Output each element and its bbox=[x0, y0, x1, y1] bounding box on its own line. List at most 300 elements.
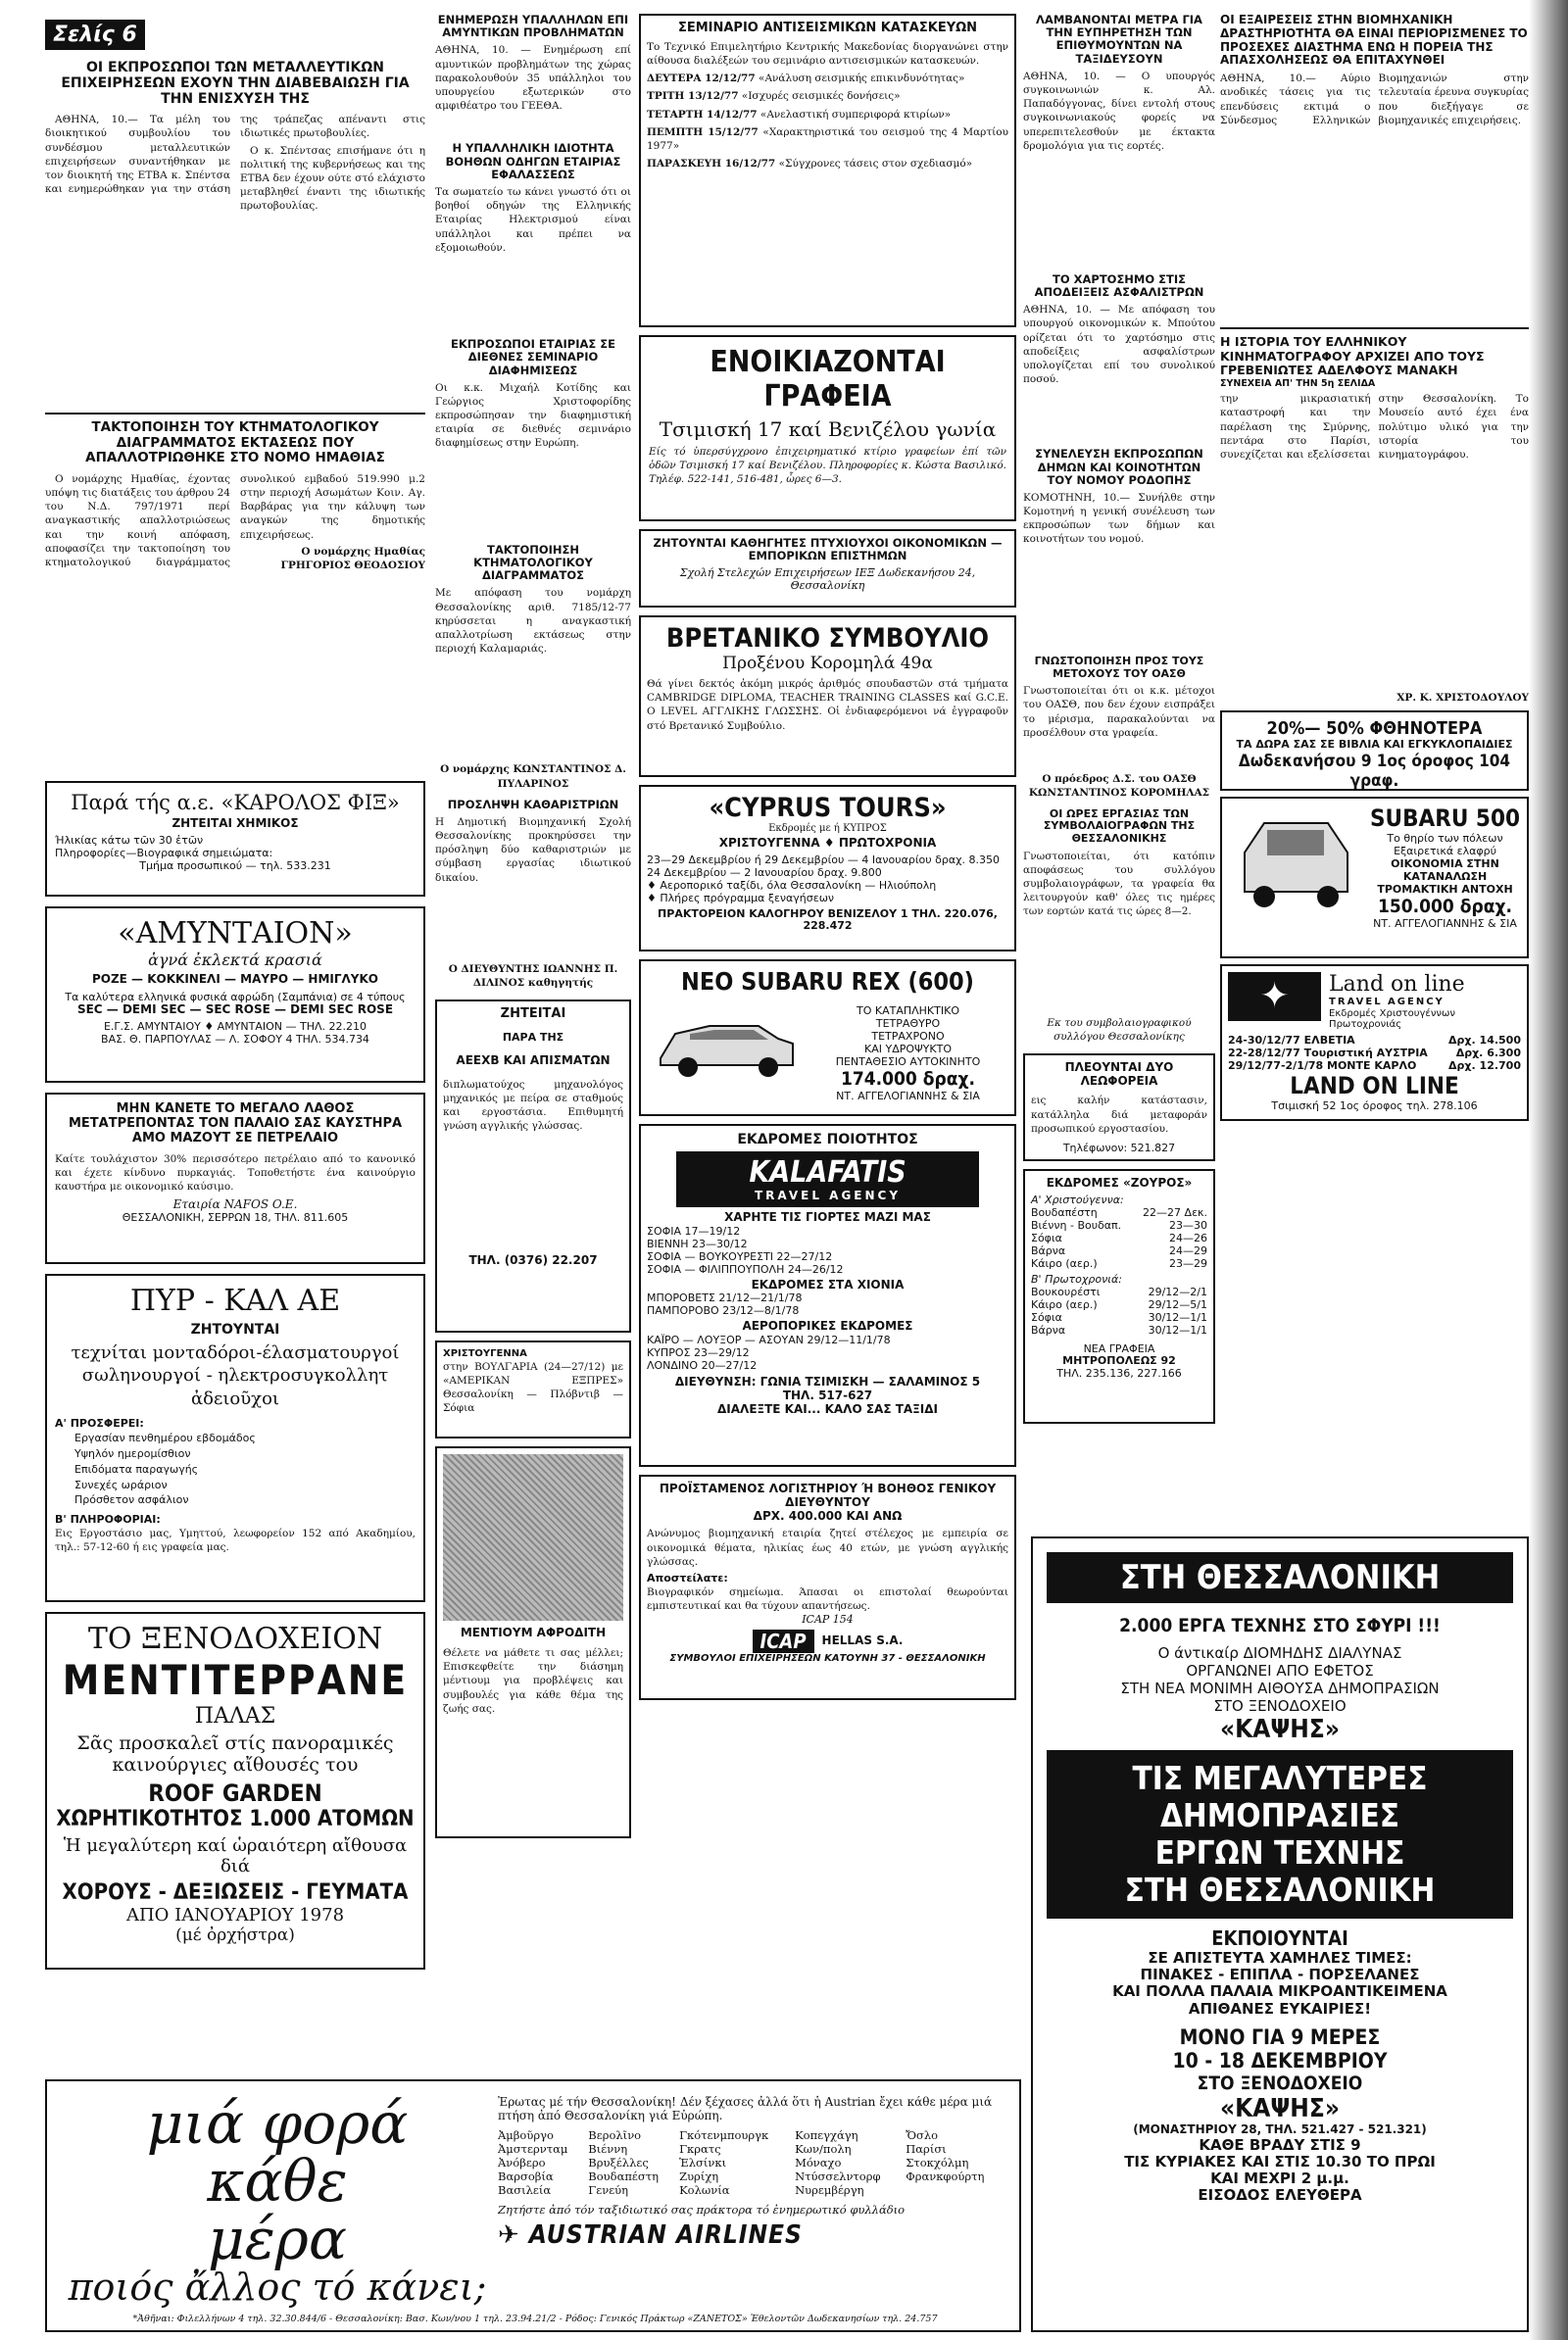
ad-line: ΚΑΙ ΠΟΛΛΑ ΠΑΛΑΙΑ ΜΙΚΡΟΑΝΤΙΚΕΙΜΕΝΑ bbox=[1112, 1982, 1447, 2001]
ad-company: ΑΕΕΧΒ ΚΑΙ ΑΠΙΣΜΑΤΩΝ bbox=[456, 1052, 611, 1067]
table-row bbox=[498, 2169, 1007, 2183]
trip-dates: 24—29 bbox=[1169, 1243, 1207, 1257]
ad-engineer-wanted bbox=[435, 999, 631, 1333]
city-cell: Βασιλεία bbox=[498, 2183, 552, 2197]
ad-amyntaio bbox=[45, 906, 425, 1083]
ad-offices-rent bbox=[639, 335, 1016, 521]
ad-line: ΚΑΘΕ ΒΡΑΔΥ ΣΤΙΣ 9 bbox=[1199, 2135, 1361, 2154]
city-cell: Βρυξέλλες bbox=[588, 2156, 649, 2169]
list-item bbox=[1228, 1034, 1521, 1047]
brand-name: LAND ON LINE bbox=[1290, 1071, 1459, 1099]
ad-line: ΣΟΦΙΑ — ΦΙΛΙΠΠΟΥΠΟΛΗ 24—26/12 bbox=[647, 1262, 844, 1276]
column-1 bbox=[45, 0, 425, 2072]
article-title: ΕΝΗΜΕΡΩΣΗ ΥΠΑΛΛΗΛΩΝ ΕΠΙ ΑΜΥΝΤΙΚΩΝ ΠΡΟΒΛΗΜΑΤΩΝ bbox=[437, 13, 629, 40]
ad-big-block bbox=[1047, 1750, 1513, 1919]
schedule-topic: «Σύγχρονες τάσεις στον σχεδιασμό» bbox=[778, 158, 973, 171]
article-body: ΑΘΗΝΑ, 10. — Ενημέρωση επί αμυντικών προβλημάτων της χώρας παρακολουθούν 35 υπάλληλοι του υπουργείου εξωτερικών στο αμφιθέατρο του ΓΕΕΘΑ. bbox=[435, 44, 631, 113]
column-3 bbox=[639, 0, 1016, 2072]
hotel-name: «ΚΑΨΗΣ» bbox=[1220, 2093, 1340, 2123]
ad-slogan: ΔΙΑΛΕΞΤΕ ΚΑΙ... ΚΑΛΟ ΣΑΣ ΤΑΞΙΔΙ bbox=[717, 1401, 938, 1416]
ad-section: Β' Πρωτοχρονιά: bbox=[1031, 1272, 1122, 1286]
ad-line: ΑΠΙΘΑΝΕΣ ΕΥΚΑΙΡΙΕΣ! bbox=[1188, 1999, 1372, 2018]
city-cell: Κων/πολη bbox=[795, 2142, 852, 2156]
trip-dates: 30/12—1/1 bbox=[1148, 1323, 1207, 1337]
ad-dealer: ΝΤ. ΑΓΓΕΛΟΓΙΑΝΝΗΣ & ΣΙΑ bbox=[836, 1090, 980, 1102]
list-item bbox=[1031, 1298, 1207, 1311]
austrian-slogan bbox=[67, 2090, 488, 2310]
ad-line: ΜΟΝΟ ΓΙΑ 9 ΜΕΡΕΣ bbox=[1179, 2024, 1381, 2049]
list-item bbox=[1031, 1311, 1207, 1324]
ad-phone: Τηλέφωνον: 521.827 bbox=[1062, 1141, 1176, 1154]
ad-title: SUBARU 500 bbox=[1370, 804, 1520, 833]
ad-land-on-line bbox=[1220, 964, 1529, 1121]
ad-body: στην ΒΟΥΛΓΑΡΙΑ (24—27/12) με «ΑΜΕΡΙΚΑΝ ΕΞΠΡΕΣ» Θεσσαλονίκη — Πλόβντιβ — Σόφια bbox=[443, 1360, 623, 1415]
city-cell: Στοκχόλμη bbox=[906, 2156, 969, 2169]
ad-line: ΠΑΜΠΟΡΟΒΟ 23/12—8/1/78 bbox=[647, 1304, 800, 1318]
ad-line: Ήλικίας κάτω τῶν 30 ἐτῶν bbox=[55, 833, 204, 847]
ad-line: ΤΕΤΡΑΘΥΡΟ bbox=[875, 1017, 941, 1030]
ad-hotel-mediterranean bbox=[45, 1612, 425, 1970]
ad-line: Τμήμα προσωπικού — τηλ. 533.231 bbox=[139, 858, 331, 872]
ad-books bbox=[1220, 710, 1529, 791]
article-title: Η ΥΠΑΛΛΗΛΙΚΗ ΙΔΙΟΤΗΤΑ ΒΟΗΘΩΝ ΟΔΗΓΩΝ ΕΤΑΙΡΙΑΣ ΕΦΑΛΑΣΣΕΩΣ bbox=[445, 141, 621, 181]
trip-list bbox=[1031, 1206, 1207, 1270]
article-signature: Εκ του συμβολαιογραφικού συλλόγου Θεσσαλονίκης bbox=[1047, 1016, 1192, 1043]
city-cell: Ὄσλο bbox=[906, 2128, 939, 2142]
city-cell: Ἑλσίνκι bbox=[679, 2156, 727, 2169]
list-item bbox=[1228, 1059, 1521, 1072]
airline-tail-icon: ✈ bbox=[498, 2220, 519, 2250]
ad-dates: 10 - 18 ΔΕΚΕΜΒΡΙΟΥ bbox=[1172, 2048, 1388, 2072]
list-item: Υψηλόν ημερομίσθιον bbox=[74, 1446, 191, 1460]
ad-line: Εξαιρετικά ελαφρύ bbox=[1394, 845, 1496, 858]
table-row bbox=[498, 2156, 1007, 2169]
ad-american-express bbox=[435, 1341, 631, 1438]
ad-section: ΧΑΡΗΤΕ ΤΙΣ ΓΙΟΡΤΕΣ ΜΑΖΙ ΜΑΣ bbox=[724, 1209, 931, 1224]
schedule-topic: «Ανάλυση σεισμικής επικινδυνότητας» bbox=[759, 73, 965, 85]
article-body bbox=[45, 113, 425, 407]
ad-price: 174.000 δραχ. bbox=[840, 1068, 976, 1090]
ad-line: ΠΕΝΤΑΘΕΣΙΟ ΑΥΤΟΚΙΝΗΤΟ bbox=[835, 1055, 981, 1068]
trip-price: Δρχ. 14.500 bbox=[1448, 1033, 1521, 1047]
article-body: Η Δημοτική Βιομηχανική Σχολή Θεσσαλονίκης προκηρύσσει την πρόσληψη δύο καθαριστριών με σύμβαση εργασίας ιδιωτικού δικαίου. bbox=[435, 815, 631, 884]
brand-tagline: HELLAS S.A. bbox=[821, 1633, 904, 1647]
article-paragraph: Ο κ. Σπέντσας επισήμανε ότι η πολιτική της κυβερνήσεως και της ΕΤΒΑ δεν έχουν ούτε στό ελάχιστο μεταβληθεί έναντι της ιδιωτικής πρωτοβουλίας. bbox=[240, 144, 425, 213]
ad-title: «CYPRUS TOURS» bbox=[709, 793, 947, 823]
ad-title: ΕΚΔΡΟΜΕΣ «ΖΟΥΡΟΣ» bbox=[1046, 1175, 1193, 1190]
ad-line: Εκδρομές με ή ΚΥΠΡΟΣ bbox=[768, 823, 887, 834]
ad-address: ΔΙΕΥΘΥΝΣΗ: ΓΩΝΙΑ ΤΣΙΜΙΣΚΗ — ΣΑΛΑΜΙΝΟΣ 5 bbox=[674, 1375, 981, 1389]
ad-subaru-500 bbox=[1220, 797, 1529, 958]
ad-line: ΤΟ ΚΑΤΑΠΛΗΚΤΙΚΟ bbox=[857, 1004, 959, 1017]
ad-body: εις καλήν κατάστασιν, κατάλληλα διά μεταφοράν προσωπικού εργοστασίου. bbox=[1031, 1095, 1207, 1135]
ad-body: Ανώνυμος βιομηχανική εταιρία ζητεί στέλεχος με εμπειρία σε οικονομικά θέματα, ηλικίας έως 40 ετών, με γνώση αγγλικής γλώσσας. bbox=[647, 1528, 1008, 1568]
ad-title: ΒΡΕΤΑΝΙΚΟ ΣΥΜΒΟΥΛΙΟ bbox=[665, 623, 990, 654]
trip-destination: Βάρνα bbox=[1031, 1323, 1066, 1337]
lol-header bbox=[1228, 972, 1521, 1030]
ad-kapsis-auction bbox=[1031, 1536, 1529, 2332]
article-body: Τα σωματείο τω κάνει γνωστό ότι οι βοηθοί οδηγών της Ελληνικής Εταιρίας Ηλεκτρισμού είναι υπάλληλοι και πρέπει να εξομοιωθούν. bbox=[435, 186, 631, 254]
article-body: ΚΟΜΟΤΗΝΗ, 10.— Συνήλθε στην Κομοτηνή η γενική συνέλευση των εκπροσώπων των δήμων και κοινοτήτων του νομού. bbox=[1023, 491, 1215, 546]
ad-body: Θά γίνει δεκτός ἀκόμη μικρός ἀριθμός σπουδαστῶν στά τμήματα CAMBRIDGE DIPLOMA, TEACHER TRAINING CLASSES καί G.C.E. O LEVEL ΑΓΓΛΙΚΗΣ ΓΛΩΣΣΗΣ. Οἱ ἐνδιαφερόμενοι νά ἐγγραφοῦν στό Βρετανικό Συμβούλιο. bbox=[647, 678, 1008, 732]
notice-body: Το Τεχνικό Επιμελητήριο Κεντρικής Μακεδονίας διοργανώνει στην αίθουσα διαλέξεών του σεμινάριο αντισεισμικών κατασκευών. bbox=[647, 40, 1008, 68]
ad-address: ΠΡΑΚΤΟΡΕΙΟΝ ΚΑΛΟΓΗΡΟΥ ΒΕΝΙΖΕΛΟΥ 1 ΤΗΛ. 220.076, 228.472 bbox=[658, 906, 998, 933]
ad-section: Β' ΠΛΗΡΟΦΟΡΙΑΙ: bbox=[55, 1513, 161, 1527]
ad-line: ΤΟ ΞΕΝΟΔΟΧΕΙΟΝ bbox=[87, 1621, 383, 1656]
ad-subtitle: ΕΚΔΡΟΜΕΣ ΠΟΙΟΤΗΤΟΣ bbox=[737, 1132, 918, 1147]
ad-address: ΣΥΜΒΟΥΛΟΙ ΕΠΙΧΕΙΡΗΣΕΩΝ ΚΑΤΟΥΝΗ 37 - ΘΕΣΣΑΛΟΝΙΚΗ bbox=[669, 1652, 986, 1664]
icap-logo bbox=[647, 1630, 1008, 1653]
hotel-name: «ΚΑΨΗΣ» bbox=[1220, 1715, 1340, 1744]
city-table bbox=[498, 2128, 1007, 2197]
city-cell: Κοπεγχάγη bbox=[795, 2128, 858, 2142]
trip-dates: 29/12—5/1 bbox=[1148, 1297, 1207, 1311]
ad-line: ΧΩΡΗΤΙΚΟΤΗΤΟΣ 1.000 ΑΤΟΜΩΝ bbox=[56, 1806, 415, 1831]
ad-subheadline: ΕΚΠΟΙΟΥΝΤΑΙ bbox=[1211, 1926, 1348, 1950]
list-item bbox=[1031, 1257, 1207, 1270]
ad-section: ΑΕΡΟΠΟΡΙΚΕΣ ΕΚΔΡΟΜΕΣ bbox=[742, 1319, 913, 1334]
ad-dealer: ΝΤ. ΑΓΓΕΛΟΓΙΑΝΝΗΣ & ΣΙΑ bbox=[1373, 917, 1517, 931]
ad-list bbox=[55, 1431, 416, 1509]
slogan-line: μέρα bbox=[207, 2206, 348, 2273]
list-item bbox=[1031, 1324, 1207, 1337]
ad-title: ΖΗΤΕΙΤΑΙ bbox=[500, 1006, 566, 1022]
ad-line: ΠΑΛΑΣ bbox=[194, 1703, 276, 1729]
schedule-day: ΠΑΡΑΣΚΕΥΗ 16/12/77 bbox=[647, 158, 776, 171]
ad-body: Είς τό ὑπερσύγχρονο ἐπιχειρηματικό κτίριο γραφείων ἐπί τῶν ὁδῶν Τσιμισκή 17 καί Βενιζέλου. Πληροφορίες κ. Κώστα Βασιλικό. Τηλέφ. 522-141, 516-481, ὧρες 6—3. bbox=[649, 446, 1006, 486]
ad-big-line: ΕΡΓΩΝ ΤΕΧΝΗΣ bbox=[1154, 1832, 1405, 1872]
ad-line: ΚΥΠΡΟΣ 23—29/12 bbox=[647, 1346, 750, 1360]
subaru-details bbox=[808, 1004, 1008, 1102]
ad-big-line: ΣΤΗ ΘΕΣΣΑΛΟΝΙΚΗ bbox=[1124, 1870, 1436, 1909]
article-signature: Ο νομάρχης ΚΩΝΣΤΑΝΤΙΝΟΣ Δ. ΠΥΛΑΡΙΝΟΣ bbox=[440, 763, 626, 790]
ad-pyrkal bbox=[45, 1274, 425, 1602]
ad-title: ΖΗΤΟΥΝΤΑΙ ΚΑΘΗΓΗΤΕΣ ΠΤΥΧΙΟΥΧΟΙ ΟΙΚΟΝΟΜΙΚΩΝ — ΕΜΠΟΡΙΚΩΝ ΕΠΙΣΤΗΜΩΝ bbox=[653, 536, 1003, 563]
ad-line: Ε.Γ.Σ. ΑΜΥΝΤΑΙΟΥ ♦ ΑΜΥΝΤΑΙΟΝ — ΤΗΛ. 22.210 bbox=[103, 1020, 368, 1034]
ad-line: ΘΕΣΣΑΛΟΝΙΚΗ, ΣΕΡΡΩΝ 18, ΤΗΛ. 811.605 bbox=[122, 1211, 349, 1225]
ad-address: Δωδεκανήσου 9 1ος όροφος 104 γραφ. bbox=[1238, 752, 1511, 792]
ad-line: Το θηρίο των πόλεων bbox=[1387, 832, 1503, 846]
city-cell: Νυρεμβέργη bbox=[795, 2183, 864, 2197]
ad-line: ΤΕΤΡΑΧΡΟΝΟ bbox=[871, 1030, 945, 1043]
ad-line: Τα καλύτερα ελληνικά φυσικά αφρώδη (Σαμπάνια) σε 4 τύπους bbox=[65, 990, 406, 1003]
ad-footer: *Ἀθῆναι: Φιλελλήνων 4 τηλ. 32.30.844/6 - Θεσσαλονίκη: Βασ. Κων/νου 1 τηλ. 23.94.21/2 - Ρόδος: Γενικός Πράκτωρ «ΖΑΝΕΤΟΣ» Ἐθελοντῶν Δωδεκανησίων τηλ. 24.757 bbox=[132, 2314, 938, 2324]
austrian-info bbox=[498, 2095, 1007, 2250]
ad-title: ΧΡΙΣΤΟΥΓΕΝΝΑ bbox=[443, 1348, 527, 1360]
ad-line: Πληροφορίες—Βιογραφικά σημειώματα: bbox=[55, 846, 273, 859]
trip-destination: Βάρνα bbox=[1031, 1243, 1066, 1257]
ad-address: ΜΗΤΡΟΠΟΛΕΩΣ 92 bbox=[1062, 1353, 1176, 1367]
schedule-topic: «Ανελαστική συμπεριφορά κτιρίων» bbox=[760, 108, 952, 121]
ad-line: ΣΟΦΙΑ — ΒΟΥΚΟΥΡΕΣΤΙ 22—27/12 bbox=[647, 1249, 833, 1263]
article-body bbox=[45, 472, 425, 771]
ad-body: τεχνίται μονταδόροι-έλασματουργοί σωληνουργοί - ηλεκτροσυγκολλητ ἀδειοῦχοι bbox=[71, 1341, 400, 1409]
article-continuation: ΣΥΝΕΧΕΙΑ ΑΠ' ΤΗΝ 5η ΣΕΛΙΔΑ bbox=[1220, 378, 1376, 390]
page-binding-shadow bbox=[1529, 0, 1568, 2340]
list-item: Επιδόματα παραγωγής bbox=[74, 1462, 199, 1476]
article-title: ΟΙ ΕΞΑΙΡΕΣΕΙΣ ΣΤΗΝ ΒΙΟΜΗΧΑΝΙΚΗ ΔΡΑΣΤΗΡΙΟΤΗΤΑ ΘΑ ΕΙΝΑΙ ΠΕΡΙΟΡΙΣΜΕΝΕΣ ΤΟ ΠΡΟΣΕΧΕΣ ΔΙΑΣΤΗΜΑ ΕΝΩ Η ΠΟΡΕΙΑ ΤΗΣ ΑΠΑΣΧΟΛΗΣΕΩΣ ΘΑ ΕΠΙΤΑΧΥΝΘΕΙ bbox=[1220, 13, 1528, 68]
ad-line: ΟΡΓΑΝΩΝΕΙ ΑΠΟ ΕΦΕΤΟΣ bbox=[1186, 1662, 1374, 1680]
city-cell: Βαρσοβία bbox=[498, 2169, 554, 2183]
ad-title: Παρά τής α.ε. «ΚΑΡΟΛΟΣ ΦΙΞ» bbox=[71, 790, 400, 814]
ad-address: (ΜΟΝΑΣΤΗΡΙΟΥ 28, ΤΗΛ. 521.427 - 521.321) bbox=[1133, 2121, 1427, 2136]
ad-body: Βιογραφικόν σημείωμα. Άπασαι οι επιστολαί θεωρούνται εμπιστευτικαί και θα τύχουν απαντήσεως. bbox=[647, 1585, 1008, 1612]
brand-tagline: TRAVEL AGENCY bbox=[1329, 997, 1445, 1008]
ad-phone: ΤΗΛ. (0376) 22.207 bbox=[468, 1252, 598, 1267]
schedule-day: ΔΕΥΤΕΡΑ 12/12/77 bbox=[647, 73, 756, 85]
ad-section: Α' Χριστούγεννα: bbox=[1031, 1193, 1124, 1206]
ad-line: ΚΑΪΡΟ — ΛΟΥΞΟΡ — ΑΣΟΥΑΝ 29/12—11/1/78 bbox=[647, 1334, 891, 1347]
column-2 bbox=[435, 0, 631, 2072]
ad-line: ΣΤΟ ΞΕΝΟΔΟΧΕΙΟ bbox=[1213, 1697, 1347, 1715]
ad-subaru-rex bbox=[639, 959, 1016, 1116]
ad-buses-for-sale bbox=[1023, 1053, 1215, 1161]
ad-line: ♦ Πλήρες πρόγραμμα ξεναγήσεων bbox=[647, 891, 835, 904]
ad-line: ♦ Αεροπορικό ταξίδι, όλα Θεσσαλονίκη — Ηλιούπολη bbox=[647, 878, 937, 892]
slogan-line: ποιός ἄλλος τό κάνει; bbox=[68, 2266, 487, 2310]
article-body: Γνωστοποιείται, ότι κατόπιν αποφάσεως του συλλόγου συμβολαιογράφων, τα γραφεία θα λειτουργούν καθ' όλες τις ημέρες των εορτών κατά τις ώρες 8—2. bbox=[1023, 850, 1215, 918]
ad-big-line: ΤΙΣ ΜΕΓΑΛΥΤΕΡΕΣ bbox=[1132, 1759, 1428, 1797]
table-row bbox=[498, 2142, 1007, 2156]
ad-subtitle: ΖΗΤΟΥΝΤΑΙ bbox=[190, 1321, 280, 1338]
article-title: ΣΥΝΕΛΕΥΣΗ ΕΚΠΡΟΣΩΠΩΝ ΔΗΜΩΝ ΚΑΙ ΚΟΙΝΟΤΗΤΩΝ ΤΟΥ ΝΟΜΟΥ ΡΟΔΟΠΗΣ bbox=[1035, 447, 1203, 487]
ad-subtitle: Σχολή Στελεχών Επιχειρήσεων ΙΕΞ Δωδεκανήσου 24, Θεσσαλονίκη bbox=[679, 566, 976, 593]
article-title: ΕΚΠΡΟΣΩΠΟΙ ΕΤΑΙΡΙΑΣ ΣΕ ΔΙΕΘΝΕΣ ΣΕΜΙΝΑΡΙΟ ΔΙΑΦΗΜΙΣΕΩΣ bbox=[451, 337, 615, 377]
schedule-topic: «Χαρακτηριστικά του σεισμού της 4 Μαρτίου 1977» bbox=[647, 125, 1008, 152]
trip-dates: 30/12—1/1 bbox=[1148, 1310, 1207, 1324]
ad-title: 20%— 50% ΦΘΗΝΟΤΕΡΑ bbox=[1266, 718, 1483, 740]
ad-professors-wanted bbox=[639, 529, 1016, 608]
article-body: την μικρασιατική καταστροφή και την παρέλαση της Σμύρνης, πεντάρα στο Παρίσι, συνεχίζεται και εξελίσσεται στην Θεσσαλονίκη. Το Μουσείο αυτό έχει ένα πολύτιμο υλικό για την ιστορία του κινηματογράφου. bbox=[1220, 393, 1529, 461]
trip-destination: Σόφια bbox=[1031, 1310, 1062, 1324]
city-cell: Βουδαπέστη bbox=[588, 2169, 659, 2183]
ad-subtitle: Τσιμισκή 17 καί Βενιζέλου γωνία bbox=[659, 417, 997, 441]
trip-price: Δρχ. 12.700 bbox=[1448, 1058, 1521, 1072]
brand-name: AUSTRIAN AIRLINES bbox=[528, 2220, 803, 2250]
page-number-tag: Σελίς 6 bbox=[45, 20, 145, 50]
article-title: ΟΙ ΩΡΕΣ ΕΡΓΑΣΙΑΣ ΤΩΝ ΣΥΜΒΟΛΑΙΟΓΡΑΦΩΝ ΤΗΣ ΘΕΣΣΑΛΟΝΙΚΗΣ bbox=[1043, 806, 1196, 845]
trip-dates: 23—29 bbox=[1169, 1256, 1207, 1270]
schedule-day: ΤΕΤΑΡΤΗ 14/12/77 bbox=[647, 108, 758, 121]
ad-body: Εις Εργοστάσιο μας, Υμηττού, λεωφορείον 152 από Ακαδημίου, τηλ.: 57-12-60 ή εις γραφεία μας. bbox=[55, 1528, 416, 1554]
list-item bbox=[1031, 1286, 1207, 1298]
ad-line: 23—29 Δεκεμβρίου ή 29 Δεκεμβρίου — 4 Ιανουαρίου δραχ. 8.350 bbox=[647, 853, 1000, 866]
ad-line: ΑΠΟ ΙΑΝΟΥΑΡΙΟΥ 1978 bbox=[125, 1904, 345, 1926]
ad-title: ΜΕΝΤΙΟΥΜ ΑΦΡΟΔΙΤΗ bbox=[460, 1626, 607, 1640]
ad-line: (μέ ὀρχήστρα) bbox=[175, 1925, 295, 1945]
schedule-day: ΠΕΜΠΤΗ 15/12/77 bbox=[647, 125, 759, 138]
seminar-schedule bbox=[647, 72, 1008, 171]
ad-line: Ζητήστε ἀπό τόν ταξιδιωτικό σας πράκτορα τό ἐνημερωτικό φυλλάδιο bbox=[498, 2203, 906, 2217]
city-cell: Ἀμβοῦργο bbox=[498, 2128, 554, 2142]
ad-line: ΛΟΝΔΙΝΟ 20—27/12 bbox=[647, 1359, 758, 1373]
trip-dates: 23—30 bbox=[1169, 1218, 1207, 1232]
article-title: ΓΝΩΣΤΟΠΟΙΗΣΗ ΠΡΟΣ ΤΟΥΣ ΜΕΤΟΧΟΥΣ ΤΟΥ ΟΑΣΘ bbox=[1034, 654, 1204, 680]
ad-headline: 2.000 ΕΡΓΑ ΤΕΧΝΗΣ ΣΤΟ ΣΦΥΡΙ !!! bbox=[1119, 1615, 1441, 1636]
ad-section: ΕΚΔΡΟΜΕΣ ΣΤΑ ΧΙΟΝΙΑ bbox=[751, 1277, 905, 1292]
table-row bbox=[498, 2183, 1007, 2197]
ad-subtitle: ΖΗΤΕΙΤΑΙ ΧΗΜΙΚΟΣ bbox=[172, 815, 299, 830]
ad-line: ΣΕ ΑΠΙΣΤΕΥΤΑ ΧΑΜΗΛΕΣ ΤΙΜΕΣ: bbox=[1148, 1948, 1412, 1967]
ad-line: ΕΙΣΟΔΟΣ ΕΛΕΥΘΕΡΑ bbox=[1198, 2186, 1362, 2205]
city-cell: Ντύσσελντορφ bbox=[795, 2169, 881, 2183]
ad-line: ΝΕΑ ΓΡΑΦΕΙΑ bbox=[1083, 1341, 1155, 1355]
ad-company: Εταιρία NAFOS O.E. bbox=[172, 1197, 298, 1212]
article-body: ΑΘΗΝΑ, 10. — Ο υπουργός συγκοινωνιών κ. Αλ. Παπαδόγγονας, δίνει εντολή στους συγκοινωνιακούς φορείς να υπερεπιτελεσθούν με έκτακτα δρομολόγια για τις εορτές. bbox=[1023, 70, 1215, 152]
ad-british-council bbox=[639, 615, 1016, 777]
slogan-line: μιά φορά bbox=[146, 2090, 409, 2157]
ad-line: ΠΑΡΑ ΤΗΣ bbox=[502, 1031, 564, 1045]
ad-title: ΠΥΡ - ΚΑΛ ΑΕ bbox=[129, 1283, 341, 1318]
ad-subtitle: Προξένου Κορομηλά 49α bbox=[722, 654, 933, 673]
ad-line: ΡΟΖΕ — ΚΟΚΚΙΝΕΛΙ — ΜΑΥΡΟ — ΗΜΙΓΛΥΚΟ bbox=[91, 971, 378, 986]
city-cell: Γενεύη bbox=[588, 2183, 629, 2197]
list-item: Πρόσθετον ασφάλιον bbox=[74, 1493, 189, 1507]
ad-subtitle: ἁγνά ἐκλεκτά κρασιά bbox=[148, 950, 322, 969]
column-5 bbox=[1220, 0, 1529, 1529]
ad-icap-accountant bbox=[639, 1475, 1016, 1700]
ad-line: Ἡ μεγαλύτερη καί ὡραιότερη αἴθουσα διά bbox=[63, 1834, 408, 1877]
list-item: Εργασίαν πενθημέρου εβδομάδος bbox=[74, 1431, 256, 1444]
article-title: ΟΙ ΕΚΠΡΟΣΩΠΟΙ ΤΩΝ ΜΕΤΑΛΛΕΥΤΙΚΩΝ ΕΠΙΧΕΙΡΗΣΕΩΝ ΕΧΟΥΝ ΤΗΝ ΔΙΑΒΕΒΑΙΩΣΗ ΓΙΑ ΤΗΝ ΕΝΙΣΧΥΣΗ ΤΗΣ bbox=[61, 60, 410, 108]
kalafatis-logo bbox=[676, 1151, 979, 1207]
city-cell: Ἀνόβερο bbox=[498, 2156, 546, 2169]
car-illustration bbox=[651, 1004, 798, 1088]
ad-price: 150.000 δραχ. bbox=[1377, 896, 1513, 918]
article-paragraph: Ο νομάρχης Ημαθίας, έχοντας υπόψη τις διατάξεις του άρθρου 24 του Ν.Δ. 797/1971 περί αναγκαστικής απαλλοτριώσεως και την κοινή απόφαση, αποφασίζει την τακτοποίηση του κτηματολογικού διαγράμματος συνολικού εμβαδού 519.990 μ.2 στην περιοχή Ασωμάτων Κοιν. Αγ. Βαρβάρας για την κάλυψη των αναγκών της δημοτικής επιχειρήσεως. bbox=[45, 472, 425, 568]
ad-section: Αποστείλατε: bbox=[647, 1571, 728, 1584]
austrian-logo bbox=[498, 2220, 1007, 2250]
trip-list bbox=[1228, 1034, 1521, 1072]
article-title: ΠΡΟΣΛΗΨΗ ΚΑΘΑΡΙΣΤΡΙΩΝ bbox=[447, 797, 619, 811]
slogan-line: κάθε bbox=[207, 2148, 348, 2216]
schedule-day: ΤΡΙΤΗ 13/12/77 bbox=[647, 90, 739, 103]
ad-section: Α' ΠΡΟΣΦΕΡΕΙ: bbox=[55, 1417, 144, 1431]
article-title: ΤΑΚΤΟΠΟΙΗΣΗ ΚΤΗΜΑΤΟΛΟΓΙΚΟΥ ΔΙΑΓΡΑΜΜΑΤΟΣ bbox=[473, 542, 593, 583]
brand-name: Land on line bbox=[1329, 972, 1465, 998]
article-title: Η ΙΣΤΟΡΙΑ ΤΟΥ ΕΛΛΗΝΙΚΟΥ ΚΙΝΗΜΑΤΟΓΡΑΦΟΥ ΑΡΧΙΖΕΙ ΑΠΟ ΤΟΥΣ ΓΡΕΒΕΝΙΩΤΕΣ ΑΔΕΛΦΟΥΣ ΜΑΝΑΚΗ bbox=[1220, 334, 1485, 377]
ad-title: ΕΝΟΙΚΙΑΖΟΝΤΑΙ ΓΡΑΦΕΙΑ bbox=[710, 345, 946, 414]
list-item bbox=[1031, 1232, 1207, 1244]
trip-destination: 22-28/12/77 Τουριστική ΑΥΣΤΡΙΑ bbox=[1228, 1046, 1428, 1059]
ad-line: ΒΑΣ. Θ. ΠΑΡΠΟΥΛΑΣ — Λ. ΣΟΦΟΥ 4 ΤΗΛ. 534.734 bbox=[101, 1033, 369, 1047]
trip-dates: 29/12—2/1 bbox=[1148, 1285, 1207, 1298]
subaru2-details bbox=[1369, 804, 1521, 930]
ad-body: Καίτε τουλάχιστον 30% περισσότερο πετρέλαιο από το κανονικό και έχετε κίνδυνο πυρκαγιάς. Τοποθετήστε ένα καινούργιο καυστήρα με οικονομικό καύσιμο. bbox=[55, 1152, 416, 1193]
trip-destination: 29/12/77-2/1/78 ΜΟΝΤΕ ΚΑΡΛΟ bbox=[1228, 1058, 1417, 1072]
list-item bbox=[1031, 1244, 1207, 1257]
article-title: ΤΑΚΤΟΠΟΙΗΣΗ ΤΟΥ ΚΤΗΜΑΤΟΛΟΓΙΚΟΥ ΔΙΑΓΡΑΜΜΑΤΟΣ ΕΚΤΑΣΕΩΣ ΠΟΥ ΑΠΑΛΛΟΤΡΙΩΘΗΚΕ ΣΤΟ ΝΟΜΟ ΗΜΑΘΙΑΣ bbox=[85, 419, 385, 466]
article-signature: ΧΡ. Κ. ΧΡΙΣΤΟΔΟΥΛΟΥ bbox=[1396, 692, 1529, 705]
trip-destination: Βουδαπέστη bbox=[1031, 1205, 1098, 1219]
ad-zouros bbox=[1023, 1169, 1215, 1424]
ad-line: ΤΡΟΜΑΚΤΙΚΗ ΑΝΤΟΧΗ bbox=[1377, 883, 1513, 897]
ad-line: ΚΑΙ ΥΔΡΟΨΥΚΤΟ bbox=[864, 1043, 952, 1055]
ad-phone: ΤΗΛ. 517-627 bbox=[782, 1389, 873, 1403]
ad-title: ΝΕΟ SUBARU REX (600) bbox=[681, 967, 974, 996]
ad-line: 24 Δεκεμβρίου — 2 Ιανουαρίου δραχ. 9.800 bbox=[647, 865, 882, 879]
lol-brand-block bbox=[1329, 972, 1521, 1030]
article-body: Οι κ.κ. Μιχαήλ Κοτίδης και Γεώργιος Χριστοφορίδης εκπροσώπησαν την διαφημιστική εταιρία σε διεθνές σεμινάριο διαφημίσεως στην Ευρώπη. bbox=[435, 381, 631, 450]
ad-line: ΣΤΟ ΞΕΝΟΔΟΧΕΙΟ bbox=[1197, 2072, 1363, 2094]
ad-line: ΜΠΟΡΟΒΕΤΣ 21/12—21/1/78 bbox=[647, 1292, 803, 1305]
ad-line: ΚΑΙ ΜΕΧΡΙ 2 μ.μ. bbox=[1210, 2169, 1349, 2188]
ad-phone: ΤΗΛ. 235.136, 227.166 bbox=[1056, 1367, 1182, 1381]
article-body: Με απόφαση του νομάρχη Θεσσαλονίκης αριθ. 7185/12-77 κηρύσσεται η αναγκαστική απαλλοτρίωση εκτάσεως στην περιοχή Καλαμαριάς. bbox=[435, 587, 631, 656]
city-cell: Ζυρίχη bbox=[679, 2169, 719, 2183]
ad-fix bbox=[45, 781, 425, 897]
article-signature: Ο νομάρχης Ημαθίας ΓΡΗΓΟΡΙΟΣ ΘΕΟΔΟΣΙΟΥ bbox=[280, 545, 425, 571]
seminar-notice bbox=[639, 14, 1016, 327]
trip-destination: Κάιρο (αερ.) bbox=[1031, 1297, 1098, 1311]
logo-mark-icon: ✦ bbox=[1228, 972, 1321, 1021]
ad-subtitle: ΧΡΙΣΤΟΥΓΕΝΝΑ ♦ ΠΡΩΤΟΧΡΟΝΙΑ bbox=[718, 836, 937, 850]
ad-cyprus-tours bbox=[639, 785, 1016, 951]
ad-line: Ο άντικαίρ ΔΙΟΜΗΔΗΣ ΔΙΑΛΥΝΑΣ bbox=[1157, 1644, 1402, 1662]
ad-body: Θέλετε να μάθετε τι σας μέλλει; Επισκεφθείτε την διάσημη μέντιουμ για προβλέψεις και συμβουλές για κάθε θέμα της ζωής σας. bbox=[443, 1647, 623, 1715]
article-title: ΤΟ ΧΑΡΤΟΣΗΜΟ ΣΤΙΣ ΑΠΟΔΕΙΞΕΙΣ ΑΣΦΑΛΙΣΤΡΩΝ bbox=[1034, 271, 1204, 300]
zouros-address bbox=[1031, 1342, 1207, 1381]
ad-body: Ἐρωτας μέ τήν Θεσσαλονίκη! Δέν ξέχασες ἀλλά ὅτι ἡ Austrian ἔχει κάθε μέρα μιά πτήση ἀπό Θεσσαλονίκη γιά Εὐρώπη. bbox=[498, 2095, 993, 2122]
list-item bbox=[1228, 1047, 1521, 1059]
ad-subtitle: Εκδρομές Χριστουγέννων Πρωτοχρονιάς bbox=[1329, 1007, 1455, 1030]
notice-title: ΣΕΜΙΝΑΡΙΟ ΑΝΤΙΣΕΙΣΜΙΚΩΝ ΚΑΤΑΣΚΕΥΩΝ bbox=[677, 21, 978, 35]
city-cell: Φρανκφούρτη bbox=[906, 2169, 985, 2183]
city-cell: Βερολῖνο bbox=[588, 2128, 642, 2142]
ad-line: ΤΙΣ ΚΥΡΙΑΚΕΣ ΚΑΙ ΣΤΙΣ 10.30 ΤΟ ΠΡΩΙ bbox=[1124, 2152, 1436, 2170]
city-cell: Γκρατς bbox=[679, 2142, 721, 2156]
ad-nafos bbox=[45, 1093, 425, 1264]
ad-line: ROOF GARDEN bbox=[148, 1779, 322, 1807]
trip-destination: Κάιρο (αερ.) bbox=[1031, 1256, 1098, 1270]
column-4 bbox=[1023, 0, 1215, 1529]
ad-address: Τσιμισκή 52 1ος όροφος τηλ. 278.106 bbox=[1271, 1098, 1478, 1112]
trip-destination: Σόφια bbox=[1031, 1231, 1062, 1244]
article-paragraph: ΑΘΗΝΑ, 10.— Τα μέλη του διοικητικού συμβουλίου του συνδέσμου μεταλλευτικών επιχειρήσεων συναντήθηκαν με τον διοικητή της ΕΤΒΑ κ. Σπέντσα και ενημερώθηκαν για την στάση της τράπεζας απέναντι στις ιδιωτικές πρωτοβουλίες. bbox=[45, 114, 425, 196]
article-body: Γνωστοποιείται ότι οι κ.κ. μέτοχοι του ΟΑΣΘ, που δεν έχουν εισπράξει το μέρισμα, παρακαλούνται να προσέλθουν στα γραφεία. bbox=[1023, 685, 1215, 739]
ad-line: ΣΟΦΙΑ 17—19/12 bbox=[647, 1224, 741, 1238]
ad-big-line: ΔΗΜΟΠΡΑΣΙΕΣ bbox=[1159, 1795, 1400, 1834]
ad-title: «ΑΜΥΝΤΑΙΟΝ» bbox=[118, 915, 353, 951]
ad-kalafatis bbox=[639, 1124, 1016, 1467]
car-illustration bbox=[1230, 808, 1362, 916]
ad-line: ΒΙΕΝΝΗ 23—30/12 bbox=[647, 1237, 748, 1250]
list-item: Συνεχές ωράριον bbox=[74, 1478, 168, 1491]
brand-name: ICAP bbox=[753, 1630, 814, 1653]
city-cell: Γκότενμπουργκ bbox=[679, 2128, 769, 2142]
article-signature: Ο πρόεδρος Δ.Σ. του ΟΑΣΘ ΚΩΝΣΤΑΝΤΙΝΟΣ ΚΟΡΟΜΗΛΑΣ bbox=[1028, 773, 1210, 800]
trip-list bbox=[1031, 1286, 1207, 1337]
ad-line: ΟΙΚΟΝΟΜΙΑ ΣΤΗΝ ΚΑΤΑΝΑΛΩΣΗ bbox=[1391, 857, 1499, 884]
schedule-topic: «Ισχυρές σεισμικές δονήσεις» bbox=[741, 90, 901, 103]
ad-title: ΠΡΟΪΣΤΑΜΕΝΟΣ ΛΟΓΙΣΤΗΡΙΟΥ Ή ΒΟΗΘΟΣ ΓΕΝΙΚΟΥ ΔΙΕΥΘΥΝΤΟΥ bbox=[659, 1482, 997, 1509]
ad-line: SEC — DEMI SEC — SEC ROSE — DEMI SEC ROSE bbox=[76, 1001, 394, 1016]
ad-medium bbox=[435, 1446, 631, 1838]
ad-title: ΜΗΝ ΚΑΝΕΤΕ ΤΟ ΜΕΓΑΛΟ ΛΑΘΟΣ ΜΕΤΑΤΡΕΠΟΝΤΑΣ ΤΟΝ ΠΑΛΑΙΟ ΣΑΣ ΚΑΥΣΤΗΡΑ ΑΜΟ ΜΑΖΟΥΤ ΣΕ ΠΕΤΡΕΛΑΙΟ bbox=[68, 1100, 403, 1146]
ad-title: ΠΛΕΟΥΝΤΑΙ ΔΥΟ ΛΕΩΦΟΡΕΙΑ bbox=[1064, 1059, 1174, 1088]
list-item bbox=[1031, 1219, 1207, 1232]
ad-line: ΣΤΗ ΝΕΑ ΜΟΝΙΜΗ ΑΙΘΟΥΣΑ ΔΗΜΟΠΡΑΣΙΩΝ bbox=[1120, 1680, 1440, 1697]
brand-name: KALAFATIS bbox=[749, 1155, 906, 1191]
city-cell: Βιέννη bbox=[588, 2142, 628, 2156]
city-cell: Ἀμστερνταμ bbox=[498, 2142, 568, 2156]
city-cell bbox=[906, 2183, 1007, 2197]
article-body: ΑΘΗΝΑ, 10. — Με απόφαση του υπουργού οικονομικών κ. Μπούτου ορίζεται ότι το χαρτόσημο στις αποδείξεις ασφαλίστρων υπολογίζεται επί του συνολικού ποσού. bbox=[1023, 304, 1215, 386]
ad-ref: ICAP 154 bbox=[802, 1612, 854, 1626]
ad-austrian-airlines bbox=[45, 2079, 1021, 2332]
ad-line: ΧΟΡΟΥΣ - ΔΕΞΙΩΣΕΙΣ - ΓΕΥΜΑΤΑ bbox=[62, 1879, 409, 1905]
list-item bbox=[1031, 1206, 1207, 1219]
